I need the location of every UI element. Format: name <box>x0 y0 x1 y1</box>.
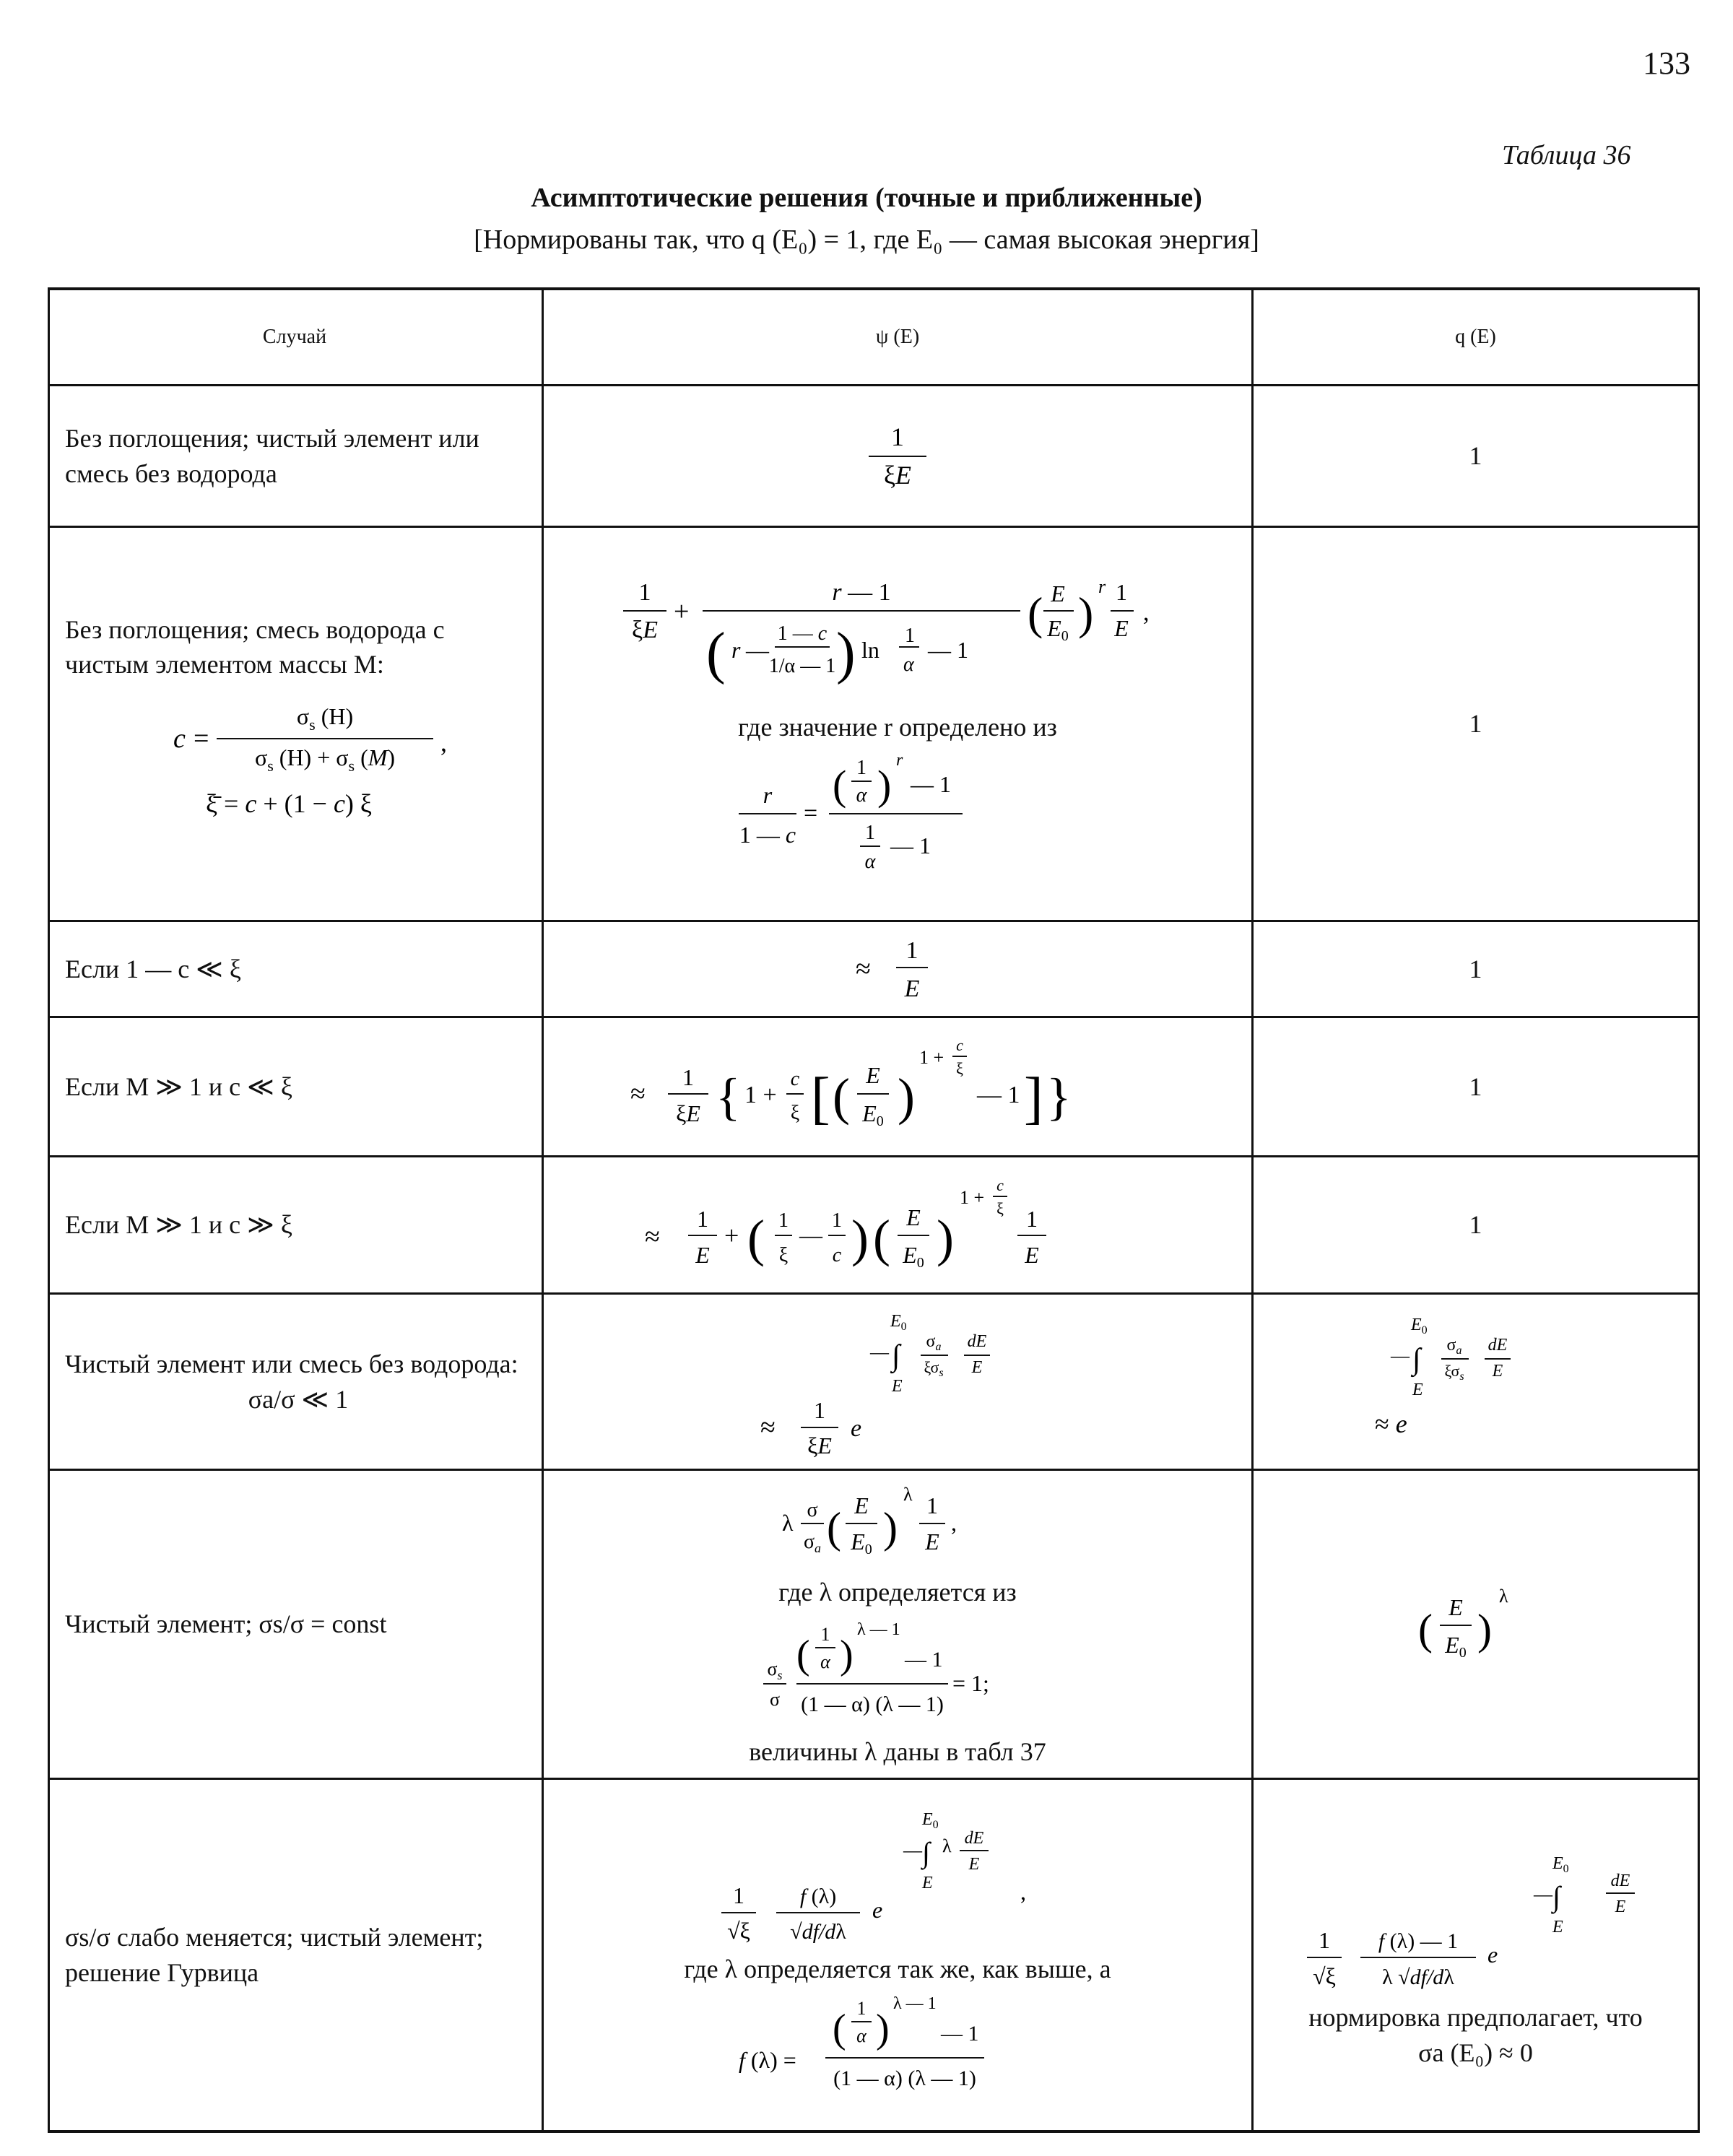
svg-text:— 1: — 1 <box>977 1082 1020 1108</box>
svg-text:ξ: ξ <box>956 1059 963 1077</box>
row-5-psi <box>544 1157 1251 1292</box>
svg-text:(: ( <box>833 761 847 809</box>
row-2-q: 1 <box>1469 709 1482 739</box>
svg-text:f (λ) — 1: f (λ) — 1 <box>1378 1929 1458 1953</box>
svg-text:1: 1 <box>1318 1926 1330 1953</box>
svg-text:c: c <box>173 723 186 754</box>
svg-text:): ) <box>877 761 892 809</box>
svg-text:E0: E0 <box>851 1529 872 1558</box>
svg-text:(1 — α) (λ — 1): (1 — α) (λ — 1) <box>833 2066 976 2090</box>
row-2-psi-note: где значение r определено из <box>738 713 1057 742</box>
svg-text:E0: E0 <box>1047 614 1069 644</box>
svg-text:— 1: — 1 <box>890 832 931 859</box>
svg-text:E: E <box>1051 580 1065 607</box>
svg-text:1: 1 <box>697 1205 708 1232</box>
svg-text:λ — 1: λ — 1 <box>893 1994 937 2013</box>
header-q: q (E) <box>1455 326 1496 349</box>
svg-text:[: [ <box>811 1066 830 1130</box>
svg-text:E0: $E_0$ <box>890 1311 907 1333</box>
svg-text:λ: λ <box>903 1484 913 1505</box>
svg-text:ξE: ξE <box>676 1100 700 1126</box>
svg-text:r: r <box>896 750 903 770</box>
svg-text:(: ( <box>833 1068 850 1126</box>
svg-text:E0: E0 <box>1444 1631 1467 1661</box>
formula-psi-mixture <box>573 557 1222 701</box>
row-3-case: Если 1 — c ≪ ξ <box>65 954 241 983</box>
svg-text:E: E <box>1552 1917 1563 1937</box>
svg-text:E: E <box>968 1854 980 1874</box>
svg-text:E: E <box>866 1062 880 1088</box>
svg-text:1 +: 1 + <box>744 1082 777 1108</box>
formula-psi-heavy-high-c <box>630 1160 1165 1290</box>
svg-text:e: e <box>1487 1941 1498 1968</box>
svg-text:c: c <box>996 1175 1004 1194</box>
header-psi: ψ (E) <box>875 326 920 349</box>
table-border-right <box>1698 290 1700 2130</box>
row-6-q <box>1254 1295 1698 1469</box>
svg-text:—: — <box>1533 1883 1552 1905</box>
svg-text:c: c <box>832 1243 842 1266</box>
svg-text:— 1: — 1 <box>911 770 951 797</box>
svg-text:≈: ≈ <box>630 1079 646 1109</box>
row-7-psi-note: где λ определяется из <box>778 1577 1017 1607</box>
svg-text:ξσs: $\xi\sigma_s$ <box>1443 1361 1464 1383</box>
svg-text:E0: $E_0$ <box>922 1809 939 1831</box>
formula-lambda-equation <box>724 1610 1071 1726</box>
row-8-psi <box>544 1780 1251 2130</box>
svg-text:(: ( <box>1417 1605 1433 1653</box>
svg-text:): ) <box>851 1209 869 1267</box>
svg-text:): ) <box>1078 587 1094 639</box>
svg-text:1: 1 <box>926 1492 938 1519</box>
formula-psi-hurwitz <box>695 1799 1100 1943</box>
svg-text:α: α <box>856 783 867 807</box>
svg-text:√ξ: √ξ <box>1312 1962 1336 1989</box>
formula-q-weak-absorption <box>1368 1303 1584 1461</box>
formula-q-const-ratio <box>1404 1578 1548 1672</box>
svg-text:∫: ∫ <box>1552 1879 1560 1913</box>
row-6-case <box>48 1295 542 1469</box>
svg-text:ξ: ξ <box>778 1243 789 1266</box>
svg-text:λ √df/dλ: λ √df/dλ <box>1381 1965 1454 1989</box>
row-5-q: 1 <box>1469 1210 1482 1240</box>
svg-text:,: , <box>1143 599 1150 626</box>
svg-text:ξσs: $\xi\sigma_s$ <box>924 1357 944 1379</box>
svg-text:—: — <box>746 636 769 663</box>
svg-text:E0: $E_0$ <box>1552 1853 1569 1875</box>
svg-text:E: E <box>906 1204 921 1230</box>
svg-text:ξE: ξE <box>883 460 912 490</box>
svg-text:E: E <box>922 1873 933 1892</box>
solutions-table <box>48 287 1700 2133</box>
svg-text:1: 1 <box>638 578 651 606</box>
svg-text:ξ: ξ <box>790 1102 800 1124</box>
svg-text:): ) <box>898 1068 915 1126</box>
row-7-psi <box>544 1471 1251 1778</box>
svg-text:— 1: — 1 <box>905 1647 943 1672</box>
svg-text:ξE: ξE <box>632 616 658 643</box>
svg-text:=: = <box>194 723 209 754</box>
svg-text:e: e <box>872 1896 883 1923</box>
svg-text:λ: λ <box>1498 1585 1508 1607</box>
formula-approx-1-over-e <box>847 926 948 1012</box>
svg-text:+: + <box>674 596 690 627</box>
svg-text:): ) <box>1477 1605 1492 1653</box>
svg-text:,: , <box>951 1510 957 1536</box>
svg-text:E0: E0 <box>903 1241 924 1271</box>
svg-text:σ: σ <box>769 1688 781 1710</box>
svg-text:(: ( <box>1028 587 1043 639</box>
svg-text:E0: $E_0$ <box>1410 1315 1428 1336</box>
row-1-psi <box>544 386 1251 526</box>
svg-text:(: ( <box>827 1504 841 1552</box>
svg-text:E0: E0 <box>862 1100 884 1129</box>
svg-text:): ) <box>836 621 856 685</box>
formula-f-lambda <box>724 1987 1071 2103</box>
svg-text:,: , <box>1020 1878 1026 1905</box>
svg-text:): ) <box>937 1209 954 1267</box>
svg-text:f (λ) =: f (λ) = <box>739 2046 796 2073</box>
svg-text:1: 1 <box>814 1396 825 1423</box>
svg-text:α: α <box>856 2025 866 2046</box>
svg-text:(: ( <box>706 621 726 685</box>
svg-text:r: r <box>1098 575 1106 597</box>
svg-text:E: E <box>1025 1241 1039 1268</box>
formula-r-equation <box>681 745 1114 882</box>
svg-text:1 +: 1 + <box>960 1186 985 1208</box>
svg-text:σs (H): $\sigma_s$ (H) <box>296 703 354 734</box>
svg-text:dE: dE <box>967 1331 987 1351</box>
page-number: 133 <box>1643 45 1690 81</box>
svg-text:λ — 1: λ — 1 <box>857 1620 900 1639</box>
svg-text:σa: $\sigma_a$ <box>803 1531 822 1556</box>
svg-text:1: 1 <box>1026 1205 1038 1232</box>
formula-psi-const-ratio <box>746 1479 1049 1565</box>
row-8-q-note: нормировка предполагает, что <box>1308 2003 1643 2033</box>
row-4-q: 1 <box>1469 1072 1482 1101</box>
svg-text:α: α <box>820 1651 830 1672</box>
svg-text:E: E <box>971 1357 983 1377</box>
row-7-case: Чистый элемент; σs/σ = const <box>65 1609 387 1639</box>
svg-text:1: 1 <box>682 1064 694 1090</box>
svg-text:,: , <box>440 727 447 757</box>
svg-text:σa: $\sigma_a$ <box>926 1331 942 1353</box>
svg-text:E: E <box>892 1376 903 1396</box>
svg-text:ξ: ξ <box>996 1199 1004 1217</box>
svg-text:1: 1 <box>856 756 866 779</box>
svg-text:1: 1 <box>865 821 875 844</box>
row-7-psi-note-2: величины λ даны в табл 37 <box>749 1737 1046 1767</box>
row-2-case-text: Без поглощения; смесь водорода с чистым элементом массы M: <box>65 614 445 679</box>
svg-text:— 1: — 1 <box>941 2021 979 2046</box>
header-case: Случай <box>262 326 327 349</box>
svg-text:∫: ∫ <box>892 1339 900 1373</box>
formula-c-definition <box>65 682 527 827</box>
svg-text:(: ( <box>833 2006 846 2051</box>
row-1-case: Без поглощения; чистый элемент или смесь без водорода <box>65 423 479 488</box>
svg-text:{: { <box>716 1068 741 1126</box>
row-4-case: Если M ≫ 1 и c ≪ ξ <box>65 1072 292 1101</box>
svg-text:1: 1 <box>856 1997 866 2019</box>
svg-text:—: — <box>799 1221 822 1248</box>
svg-text:E: E <box>1448 1594 1463 1620</box>
svg-text:σs (H) + σs (M): $\sigma_s$ $(H) + \sigma_s$ (M) <box>254 744 396 775</box>
row-8-q-note-2: σa (E₀) ≈ 0 <box>1418 2038 1533 2067</box>
svg-text:dE: dE <box>1487 1335 1507 1355</box>
svg-text:λ: λ <box>942 1835 952 1856</box>
svg-text:E: E <box>1412 1380 1423 1399</box>
svg-text:α: α <box>864 850 876 873</box>
svg-text:λ: λ <box>782 1510 794 1536</box>
svg-text:1 — c: 1 — c <box>739 821 796 848</box>
formula-psi-heavy-low-c <box>616 1022 1179 1152</box>
row-8-q <box>1254 1780 1698 2130</box>
formula-q-hurwitz <box>1281 1840 1671 1991</box>
svg-text:1: 1 <box>1116 578 1127 605</box>
svg-text:(: ( <box>796 1632 810 1677</box>
svg-text:}: } <box>1046 1068 1072 1126</box>
svg-text:E: E <box>1615 1897 1625 1916</box>
svg-text:f (λ): f (λ) <box>799 1884 837 1908</box>
formula-1-over-xi-e <box>854 413 941 500</box>
svg-text:r: r <box>731 636 741 663</box>
svg-text:ξE: ξE <box>807 1432 832 1459</box>
svg-text:= 1;: = 1; <box>952 1669 989 1696</box>
svg-text:σ: σ <box>807 1499 818 1522</box>
row-7-q <box>1254 1471 1698 1778</box>
row-2-case <box>48 528 542 920</box>
svg-text:≈: ≈ <box>645 1221 660 1252</box>
svg-text:dE: dE <box>1610 1871 1630 1890</box>
svg-text:e: e <box>851 1414 862 1442</box>
svg-text:1: 1 <box>891 422 904 451</box>
svg-text:c: c <box>790 1068 800 1090</box>
svg-text:ξ̄ = c + (1 − c) ξ: ξ̄ = c + (1 − c) ξ <box>206 788 372 818</box>
svg-text:c: c <box>956 1036 963 1054</box>
svg-text:E: E <box>904 975 920 1002</box>
svg-text:E: E <box>1492 1361 1503 1381</box>
svg-text:1 +: 1 + <box>919 1047 944 1068</box>
row-3-q: 1 <box>1469 954 1482 983</box>
svg-text:): ) <box>883 1504 898 1552</box>
svg-text:1/α — 1: 1/α — 1 <box>768 654 836 677</box>
row-6-case-formula: σa/σ ≪ 1 <box>248 1384 349 1414</box>
svg-text:): ) <box>876 2006 890 2051</box>
svg-text:—: — <box>1390 1344 1410 1366</box>
row-3-psi <box>544 922 1251 1016</box>
svg-text:): ) <box>840 1632 854 1677</box>
row-2-psi <box>544 528 1251 920</box>
row-4-psi <box>544 1018 1251 1155</box>
svg-text:r — 1: r — 1 <box>832 578 891 606</box>
row-6-case-text: Чистый элемент или смесь без водорода: <box>65 1349 518 1378</box>
svg-text:]: ] <box>1024 1066 1043 1130</box>
row-1-q: 1 <box>1469 441 1482 471</box>
svg-text:—: — <box>870 1341 889 1362</box>
svg-text:1: 1 <box>778 1209 789 1232</box>
svg-text:σa: $\sigma_a$ <box>1446 1335 1461 1357</box>
svg-text:(1 — α) (λ — 1): (1 — α) (λ — 1) <box>801 1692 944 1716</box>
svg-text:≈: ≈ <box>856 954 871 984</box>
svg-text:1 — c: 1 — c <box>777 622 828 645</box>
svg-text:α: α <box>903 653 914 676</box>
row-6-psi <box>544 1295 1251 1469</box>
svg-text:E: E <box>1114 614 1129 641</box>
svg-text:1: 1 <box>905 937 918 964</box>
svg-text:E: E <box>695 1241 710 1268</box>
svg-text:1: 1 <box>820 1623 830 1645</box>
svg-text:—: — <box>903 1839 922 1861</box>
svg-text:E: E <box>925 1529 939 1555</box>
svg-text:+: + <box>724 1220 739 1250</box>
svg-text:(: ( <box>873 1209 890 1267</box>
svg-text:dE: dE <box>964 1828 984 1848</box>
svg-text:1: 1 <box>905 624 915 647</box>
row-8-psi-note: где λ определяется так же, как выше, а <box>684 1955 1111 1984</box>
svg-text:r: r <box>763 781 773 808</box>
table-title: Асимптотические решения (точные и приближенные) <box>531 183 1202 213</box>
svg-text:≈: ≈ <box>760 1412 776 1443</box>
svg-text:∫: ∫ <box>922 1835 930 1869</box>
svg-text:=: = <box>804 799 818 827</box>
svg-text:(: ( <box>747 1209 765 1267</box>
svg-text:∫: ∫ <box>1412 1342 1421 1376</box>
row-8-case: σs/σ слабо меняется; чистый элемент; решение Гурвица <box>65 1922 484 1987</box>
svg-text:≈ e: ≈ e <box>1374 1409 1407 1438</box>
svg-text:√df/dλ: √df/dλ <box>790 1919 846 1943</box>
table-subtitle: [Нормированы так, что q (E₀) = 1, где E₀ — самая высокая энергия] <box>474 225 1259 255</box>
table-label: Таблица 36 <box>1502 140 1631 170</box>
formula-psi-weak-absorption <box>710 1299 1085 1465</box>
svg-text:σs: $\sigma_s$ <box>767 1658 783 1682</box>
svg-text:— 1: — 1 <box>928 636 968 663</box>
svg-text:1: 1 <box>832 1209 842 1232</box>
row-5-case: Если M ≫ 1 и c ≫ ξ <box>65 1210 292 1240</box>
svg-text:ln: ln <box>861 636 879 663</box>
svg-text:1: 1 <box>733 1882 744 1908</box>
svg-text:E: E <box>854 1492 869 1519</box>
svg-text:√ξ: √ξ <box>727 1917 750 1943</box>
